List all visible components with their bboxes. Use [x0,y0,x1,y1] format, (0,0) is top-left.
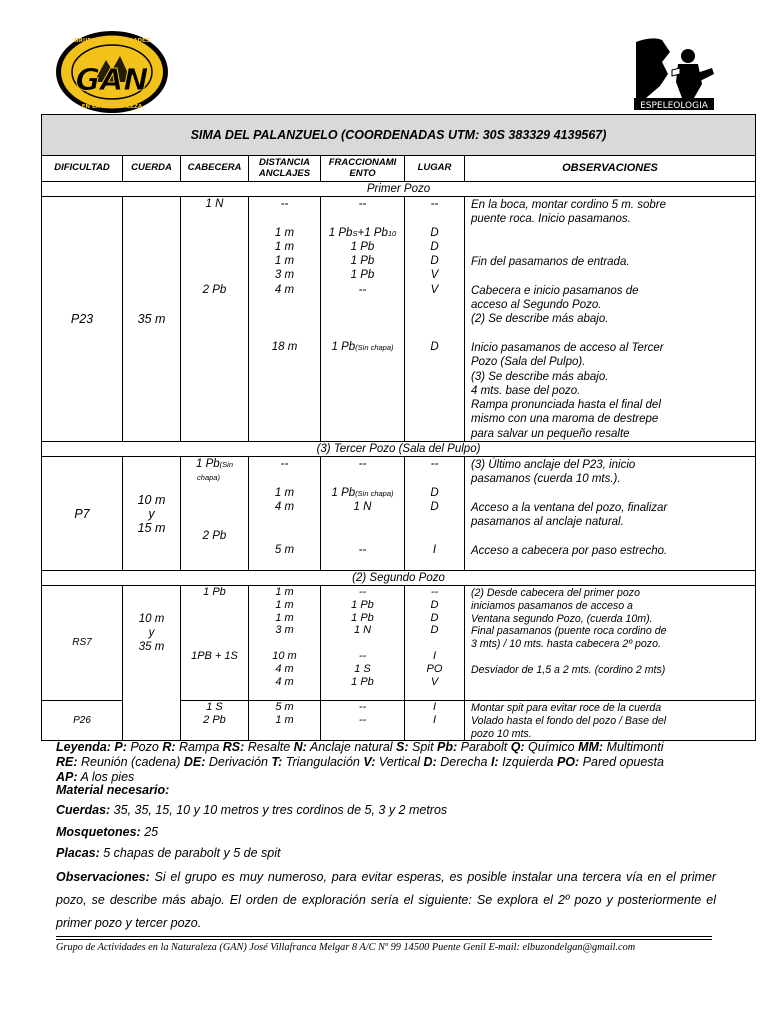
legend-l1-value-1: Rampa [175,740,223,754]
section-segundo-pozo: (2) Segundo Pozo [42,571,756,586]
p26-distancia: 5 m 1 m [249,701,321,741]
section-primer-pozo: Primer Pozo [42,182,756,197]
svg-text:EN LA NATURALEZA: EN LA NATURALEZA [81,104,143,110]
rs7-cuerda: 10 m y 35 m [123,586,181,741]
legend-l2-value-1: Derivación [205,755,272,769]
material-cuerdas: Cuerdas: 35, 35, 15, 10 y 10 metros y tres cordinos de 5, 3 y 2 metros [56,803,448,817]
p23-cuerda: 35 m [123,197,181,442]
legend-l1-key-7: MM: [578,740,604,754]
legend-l2-key-0: RE: [56,755,78,769]
table-header [42,156,756,182]
header-distancia: DISTANCIA ANCLAJES [249,156,321,182]
legend-l3-key-0: AP: [56,770,78,784]
legend-l2-key-2: T: [271,755,283,769]
legend-l1-key-2: RS: [222,740,245,754]
legend-l2-key-1: DE: [183,755,206,769]
legend-l1-value-4: Spit [408,740,438,754]
rs7-fraccionamiento: -- 1 Pb 1 Pb 1 N -- 1 S 1 Pb [321,586,405,701]
legend-l2-key-5: I: [490,755,499,769]
legend-l1-key-5: Pb: [437,740,458,754]
table-row-rs7 [42,586,756,701]
table-title: SIMA DEL PALANZUELO (COORDENADAS UTM: 30S 383329 4139567) [42,115,756,156]
legend-l1-key-3: N: [293,740,307,754]
espeleologia-logo [632,34,716,112]
legend-l2-value-5: Izquierda [498,755,557,769]
svg-text:ESPELEOLOGIA: ESPELEOLOGIA [640,101,708,111]
header-dificultad: DIFICULTAD [42,156,123,182]
material-mosquetones: Mosquetones: 25 [56,825,159,839]
p26-dificultad: P26 [42,701,123,741]
rs7-lugar: -- D D D I PO V [405,586,465,701]
legend-l1-value-6: Químico [524,740,579,754]
rs7-observaciones: (2) Desde cabecera del primer pozo iniciamos pasamanos de acceso a Ventana segundo Pozo, (cuerda 10m). Final pasamanos (puente roca cordino de 3 mts) / 10 mts. hasta cabecera 2º pozo. Desviador de 1,5 a 2 mts. (cordino 2 mts) [465,586,756,701]
topography-table [41,114,756,741]
table-row-p23 [42,197,756,442]
svg-text:GAN: GAN [75,63,149,98]
legend-l1-key-0: P: [114,740,127,754]
gan-logo [54,30,170,114]
legend-l1-key-1: R: [162,740,176,754]
legend-l1-value-3: Anclaje natural [306,740,397,754]
legend-l2-value-0: Reunión (cadena) [77,755,184,769]
p23-fraccionamiento: -- 1 PbS+1 Pb10 1 Pb 1 Pb 1 Pb -- 1 Pb(Sin chapa) [321,197,405,442]
header-cuerda: CUERDA [123,156,181,182]
p23-observaciones: En la boca, montar cordino 5 m. sobre puente roca. Inicio pasamanos. Fin del pasamanos de entrada. Cabecera e inicio pasamanos de acceso al Segundo Pozo. (2) Se describe más abajo. Inicio pasamanos de acceso al Tercer Pozo (Sala del Pulpo). (3) Se describe más abajo. 4 mts. base del pozo. Rampa pronunciada hasta el final del mismo con una maroma de destrepe para salvar un pequeño resalte [465,197,756,442]
legend-l2-key-6: PO: [556,755,580,769]
p23-lugar: -- D D D V V D [405,197,465,442]
rs7-cabecera: 1 Pb 1PB + 1S [181,586,249,701]
p7-cuerda: 10 m y 15 m [123,457,181,571]
p7-distancia: -- 1 m 4 m 5 m [249,457,321,571]
legend-l2-value-3: Vertical [375,755,424,769]
material-placas: Placas: 5 chapas de parabolt y 5 de spit [56,846,281,860]
legend-l1-value-7: Multimonti [603,740,664,754]
material-heading: Material necesario: [56,783,170,797]
legend-l2-value-6: Pared opuesta [579,755,664,769]
material-observaciones: Observaciones: Si el grupo es muy numeroso, para evitar esperas, es posible instalar una tercera vía en el primer pozo, se describe más abajo. El orden de exploración sería el siguiente: Se explora el 2º pozo y posteriormente el primer pozo y tercer pozo. [56,870,716,930]
section-tercer-pozo: (3) Tercer Pozo (Sala del Pulpo) [42,442,756,457]
p23-distancia: -- 1 m 1 m 1 m 3 m 4 m 18 m [249,197,321,442]
svg-text:GRUPO DE ACTIVIDADES: GRUPO DE ACTIVIDADES [74,38,150,44]
p26-cabecera: 1 S 2 Pb [181,701,249,741]
p23-cabecera: 1 N 2 Pb [181,197,249,442]
legend-line-1: Leyenda: P: Pozo R: Rampa RS: Resalte N: Anclaje natural S: Spit Pb: Parabolt Q: Químico MM: Multimonti [56,740,664,754]
p26-observaciones: Montar spit para evitar roce de la cuerda Volado hasta el fondo del pozo / Base del pozo 10 mts. [465,701,756,741]
p7-dificultad: P7 [42,457,123,571]
footer-rule-secondary [56,939,712,940]
header-fraccionamiento: FRACCIONAMI ENTO [321,156,405,182]
header-lugar: LUGAR [405,156,465,182]
legend-l2-value-2: Triangulación [282,755,364,769]
footer-rule [56,936,712,937]
legend-l3-value-0: A los pies [77,770,135,784]
table-row-p7 [42,457,756,571]
footer-address: Grupo de Actividades en la Naturaleza (GAN) José Villafranca Melgar 8 A/C Nº 99 14500 Puente Genil E-mail: elbuzondelgan@gmail.com [56,942,636,953]
legend-l1-value-5: Parabolt [457,740,511,754]
header-cabecera: CABECERA [181,156,249,182]
rs7-distancia: 1 m 1 m 1 m 3 m 10 m 4 m 4 m [249,586,321,701]
legend-l1-key-6: Q: [510,740,525,754]
p26-fraccionamiento: -- -- [321,701,405,741]
rs7-dificultad: RS7 [42,586,123,701]
legend-line-2 [56,755,716,770]
p7-observaciones: (3) Último anclaje del P23, inicio pasamanos (cuerda 10 mts.). Acceso a la ventana del pozo, finalizar pasamanos al anclaje natural. Acceso a cabecera por paso estrecho. [465,457,756,571]
legend-l2-key-4: D: [423,755,437,769]
header-observaciones: OBSERVACIONES [465,156,756,182]
legend-l1-value-2: Resalte [244,740,294,754]
legend [56,740,716,785]
legend-l1-value-0: Pozo [126,740,163,754]
p23-dificultad: P23 [42,197,123,442]
legend-l2-value-4: Derecha [436,755,491,769]
p7-fraccionamiento: -- 1 Pb(Sin chapa) 1 N -- [321,457,405,571]
legend-l2-key-3: V: [363,755,376,769]
p26-lugar: I I [405,701,465,741]
p7-lugar: -- D D I [405,457,465,571]
p7-cabecera: 1 Pb(Sin chapa) 2 Pb [181,457,249,571]
legend-l1-key-4: S: [396,740,409,754]
